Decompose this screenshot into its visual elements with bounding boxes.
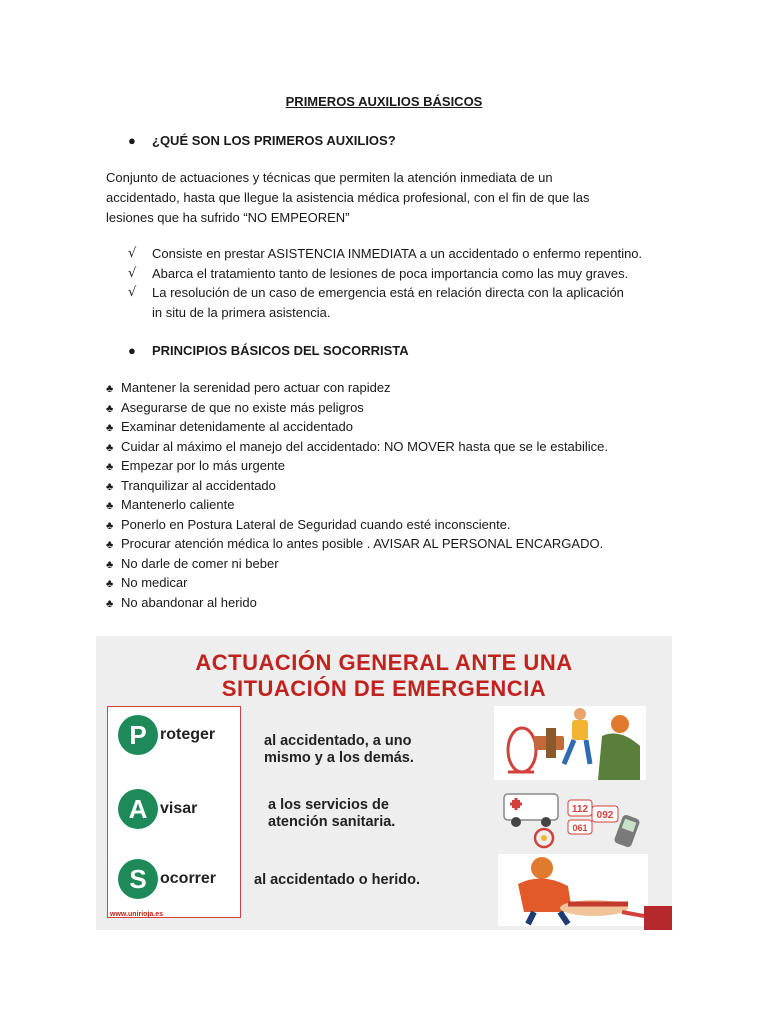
check-icon: √ (128, 285, 137, 300)
university-logo-tag (644, 906, 672, 930)
step-proteger (118, 715, 215, 755)
infographic-title-line: ACTUACIÓN GENERAL ANTE UNA (195, 650, 573, 675)
list-item-text: Consiste en prestar ASISTENCIA INMEDIATA a un accidentado o enfermo repentino. (152, 246, 643, 261)
clubs-icon: ♣ (106, 519, 114, 532)
checklist (128, 244, 688, 322)
step-socorrer (118, 859, 216, 899)
clubs-icon: ♣ (106, 480, 114, 493)
step-word: visar (160, 800, 198, 817)
section-heading-what-is (128, 133, 396, 148)
list-item (106, 456, 706, 476)
principles-list (106, 378, 706, 612)
list-item (106, 437, 706, 457)
step-description-line: mismo y a los demás. (264, 750, 414, 766)
clubs-icon: ♣ (106, 500, 114, 512)
rescue-illustration-icon (494, 706, 646, 780)
footer-url: www.unirioja.es (110, 911, 164, 918)
clubs-icon: ♣ (106, 558, 114, 571)
clubs-icon: ♣ (106, 441, 114, 454)
list-item (106, 378, 706, 398)
list-item (128, 244, 688, 264)
check-icon: √ (128, 246, 137, 261)
section-heading-text: PRINCIPIOS BÁSICOS DEL SOCORRISTA (152, 343, 409, 358)
letter-circle-icon: A (118, 789, 158, 829)
list-item-text: Ponerlo en Postura Lateral de Seguridad cuando esté inconsciente. (121, 516, 511, 532)
emergency-infographic (96, 636, 672, 930)
letter-circle-icon: S (118, 859, 158, 899)
list-item-text: La resolución de un caso de emergencia está en relación directa con la aplicación (152, 285, 624, 300)
phone-number-061: 061 (572, 823, 588, 833)
clubs-icon: ♣ (106, 597, 114, 610)
list-item-text: No abandonar al herido (121, 594, 257, 610)
clubs-icon: ♣ (106, 461, 114, 473)
list-item (106, 495, 706, 515)
step-description-line: a los servicios de (268, 797, 389, 813)
step-description-line: al accidentado, a uno (264, 733, 412, 749)
list-item (106, 573, 706, 593)
list-item (106, 417, 706, 437)
infographic-title (96, 650, 672, 702)
list-item-text: No medicar (121, 575, 188, 590)
paragraph-line: Conjunto de actuaciones y técnicas que permiten la atención inmediata de un (106, 170, 553, 185)
list-item-continuation (128, 303, 688, 323)
clubs-icon: ♣ (106, 578, 114, 590)
clubs-icon: ♣ (106, 422, 114, 434)
document-title: PRIMEROS AUXILIOS BÁSICOS (285, 94, 483, 109)
list-item-text: Procurar atención médica lo antes posible . AVISAR AL PERSONAL ENCARGADO. (121, 536, 604, 551)
list-item (106, 554, 706, 574)
clubs-icon: ♣ (106, 539, 114, 551)
list-item-text: Tranquilizar al accidentado (121, 477, 276, 493)
check-icon: √ (128, 265, 137, 281)
list-item-text: in situ de la primera asistencia. (152, 304, 331, 320)
list-item-text: Abarca el tratamiento tanto de lesiones de poca importancia como las muy graves. (152, 265, 629, 281)
step-description-line: al accidentado o herido. (254, 872, 420, 888)
definition-paragraph (106, 168, 646, 228)
infographic-title-line: SITUACIÓN DE EMERGENCIA (221, 676, 547, 701)
list-item-text: Mantenerlo caliente (121, 497, 235, 512)
list-item (106, 593, 706, 613)
list-item (106, 515, 706, 535)
paragraph-line: lesiones que ha sufrido “NO EMPEOREN” (106, 210, 350, 225)
step-description (254, 872, 420, 889)
list-item (106, 534, 706, 554)
clubs-icon: ♣ (106, 402, 114, 415)
step-word: roteger (160, 726, 216, 743)
list-item-text: Examinar detenidamente al accidentado (121, 419, 353, 434)
step-description (268, 797, 395, 831)
list-item-text: Empezar por lo más urgente (121, 458, 286, 473)
list-item-text: Cuidar al máximo el manejo del accidentado: NO MOVER hasta que se le estabilice. (121, 438, 609, 454)
first-aid-illustration-icon (498, 854, 648, 926)
letter-circle-icon: P (118, 715, 158, 755)
step-avisar (118, 789, 197, 829)
bullet-icon: ● (128, 133, 136, 148)
phone-number-092: 092 (596, 810, 614, 821)
clubs-icon: ♣ (106, 383, 114, 395)
step-description-line: atención sanitaria. (268, 814, 396, 830)
list-item-text: Asegurarse de que no existe más peligros (121, 399, 364, 415)
list-item (128, 283, 688, 303)
ambulance-phone-illustration-icon (498, 786, 646, 854)
step-word: ocorrer (160, 870, 217, 887)
step-description (264, 733, 414, 767)
pas-letters-box (107, 706, 241, 918)
section-heading-principles (128, 343, 409, 358)
list-item (128, 264, 688, 284)
list-item (106, 398, 706, 418)
section-heading-text: ¿QUÉ SON LOS PRIMEROS AUXILIOS? (152, 133, 396, 148)
list-item-text: Mantener la serenidad pero actuar con rapidez (121, 380, 391, 395)
list-item (106, 476, 706, 496)
paragraph-line: accidentado, hasta que llegue la asistencia médica profesional, con el fin de que las (106, 190, 590, 205)
phone-number-112: 112 (571, 804, 589, 815)
bullet-icon: ● (128, 343, 136, 358)
list-item-text: No darle de comer ni beber (121, 555, 279, 571)
